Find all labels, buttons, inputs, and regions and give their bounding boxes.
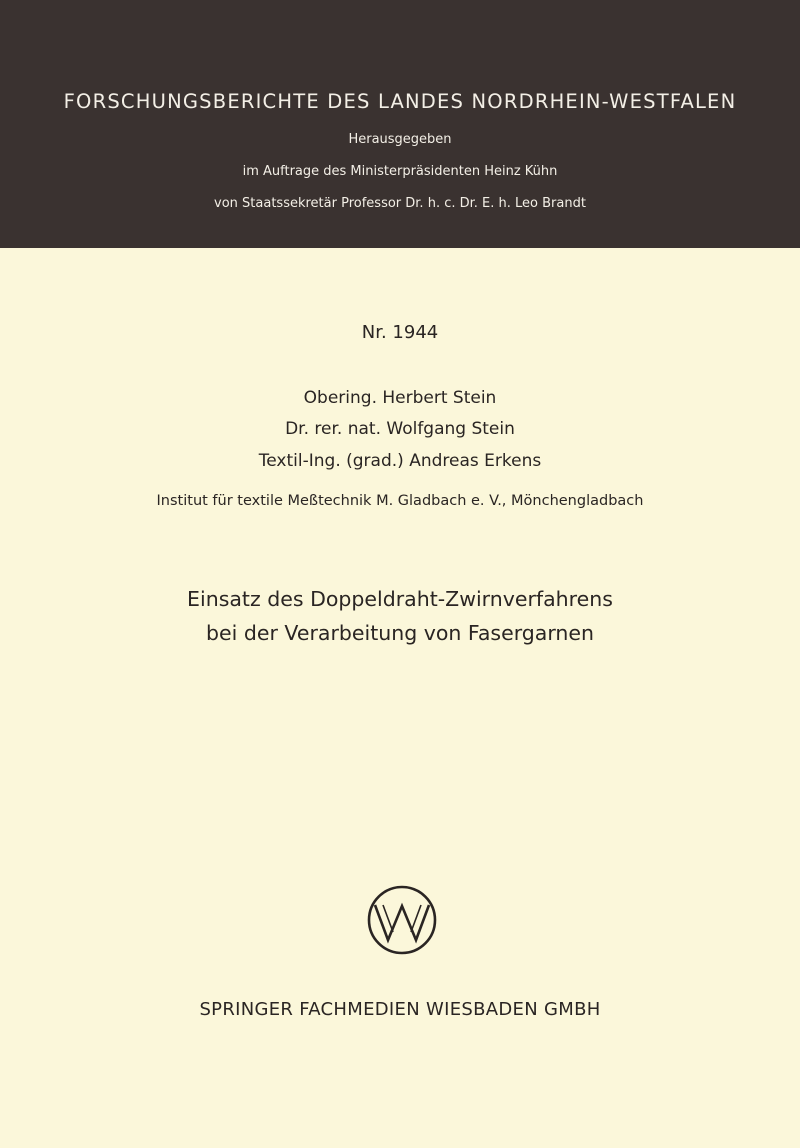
- report-number: Nr. 1944: [361, 322, 439, 343]
- editor-line-1: Herausgegeben: [348, 132, 452, 147]
- editor-line-3: von Staatssekretär Professor Dr. h. c. Dr. E. h. Leo Brandt: [214, 196, 586, 211]
- header-band: [0, 0, 800, 248]
- title-line-2: bei der Verarbeitung von Fasergarnen: [206, 621, 594, 645]
- vw-circle-logo-icon: [366, 884, 438, 956]
- publisher-name: SPRINGER FACHMEDIEN WIESBADEN GMBH: [199, 999, 601, 1020]
- title-line-1: Einsatz des Doppeldraht-Zwirnverfahrens: [187, 587, 613, 611]
- author-2: Dr. rer. nat. Wolfgang Stein: [285, 419, 515, 439]
- institute: Institut für textile Meßtechnik M. Gladbach e. V., Mönchengladbach: [156, 493, 644, 509]
- author-1: Obering. Herbert Stein: [303, 388, 497, 408]
- author-3: Textil-Ing. (grad.) Andreas Erkens: [258, 451, 542, 471]
- editor-line-2: im Auftrage des Ministerpräsidenten Heinz Kühn: [242, 164, 558, 179]
- series-title: FORSCHUNGSBERICHTE DES LANDES NORDRHEIN-WESTFALEN: [63, 90, 737, 113]
